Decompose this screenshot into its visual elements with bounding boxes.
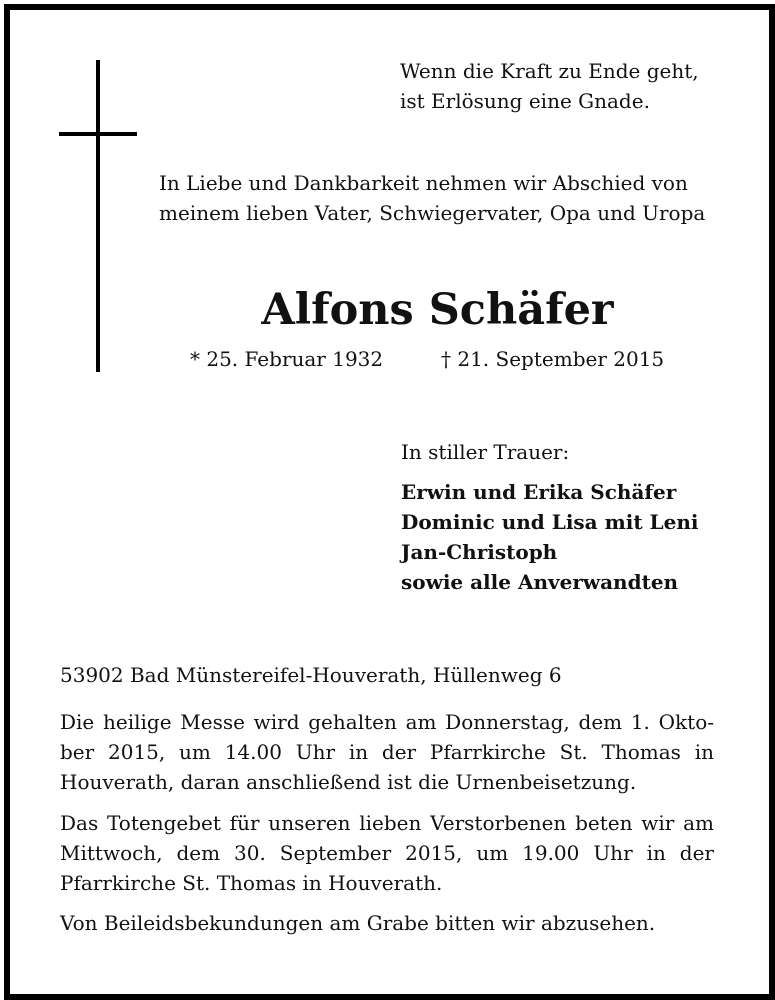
verse-line: Wenn die Kraft zu Ende geht, [400,59,699,83]
birth-date: * 25. Februar 1932 [190,347,384,371]
paragraph-line: Pfarrkirche St. Thomas in Houverath. [60,871,443,895]
deceased-name: Alfons Schäfer [261,285,614,335]
mourning-label: In stiller Trauer: [401,440,570,464]
farewell-intro [159,168,744,228]
family-address: 53902 Bad Münstereifel-Houverath, Hüllenweg 6 [60,663,562,687]
paragraph-line: Die heilige Messe wird gehalten am Donnerstag, dem 1. Okto- [60,710,714,734]
mourner-name: Dominic und Lisa mit Leni [401,510,699,534]
verse-quote [400,56,740,116]
cross-vertical-bar [96,60,100,372]
mourner-name: Erwin und Erika Schäfer [401,480,677,504]
verse-line: ist Erlösung eine Gnade. [400,89,650,113]
mass-paragraph [60,707,714,797]
paragraph-line: ber 2015, um 14.00 Uhr in der Pfarrkirche St. Thomas in [60,740,714,764]
mourners-block [401,437,741,597]
intro-line: meinem lieben Vater, Schwiegervater, Opa und Uropa [159,201,706,225]
paragraph-line: Mittwoch, dem 30. September 2015, um 19.00 Uhr in der [60,841,714,865]
mourner-name: Jan-Christoph [401,540,558,564]
cross-horizontal-bar [59,132,137,136]
prayer-paragraph [60,808,714,898]
paragraph-line: Das Totengebet für unseren lieben Verstorbenen beten wir am [60,811,714,835]
intro-line: In Liebe und Dankbarkeit nehmen wir Abschied von [159,171,688,195]
paragraph-line: Von Beileidsbekundungen am Grabe bitten wir abzusehen. [60,911,656,935]
mourner-name: sowie alle Anverwandten [401,570,679,594]
condolence-paragraph [60,908,714,938]
paragraph-line: Houverath, daran anschließend ist die Urnenbeisetzung. [60,770,637,794]
death-date: † 21. September 2015 [441,347,665,371]
